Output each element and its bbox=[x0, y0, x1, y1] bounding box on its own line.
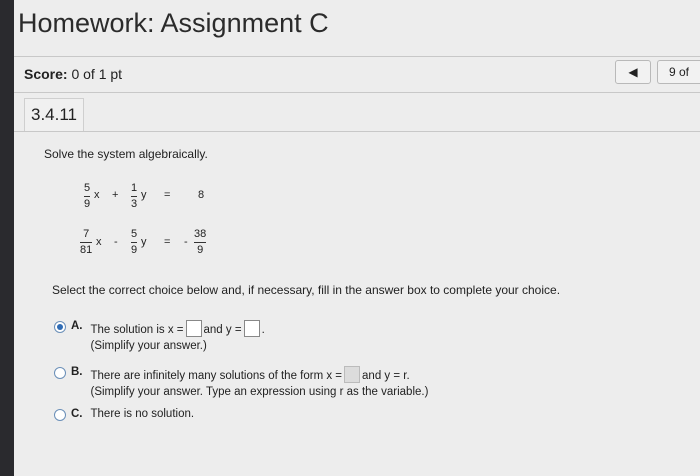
x-form-answer-box[interactable] bbox=[344, 366, 360, 383]
score-value: 0 of 1 pt bbox=[71, 66, 123, 82]
question-number: 3.4.11 bbox=[24, 98, 84, 132]
choice-letter: A. bbox=[71, 320, 83, 332]
choice-c-text: There is no solution. bbox=[90, 408, 195, 420]
radio-a[interactable] bbox=[54, 321, 66, 333]
eq1-equals: = bbox=[164, 189, 171, 201]
choice-b-body: There are infinitely many solutions of the form x = and y = r. (Simplify your answer. Type an expression using r as the variable.) bbox=[91, 366, 429, 398]
divider bbox=[14, 92, 700, 93]
previous-question-button[interactable] bbox=[615, 60, 651, 84]
eq2-var-y: y bbox=[141, 236, 147, 248]
x-answer-box[interactable] bbox=[186, 320, 202, 337]
eq2-coef-y: 5 9 bbox=[131, 228, 138, 256]
question-count-dropdown[interactable]: 9 of bbox=[657, 60, 700, 84]
eq1-coef-y: 1 3 bbox=[131, 182, 138, 210]
choice-letter: C. bbox=[71, 408, 83, 420]
instruction: Select the correct choice below and, if necessary, fill in the answer box to complete your choice. bbox=[52, 283, 561, 297]
page-title: Homework: Assignment C bbox=[18, 8, 329, 38]
eq2-rhs-sign: - bbox=[184, 236, 188, 248]
choice-a-body: The solution is x = and y = . (Simplify your answer.) bbox=[91, 320, 265, 352]
choice-a[interactable] bbox=[54, 320, 265, 352]
eq2-equals: = bbox=[164, 236, 171, 248]
choice-a-note: (Simplify your answer.) bbox=[90, 340, 207, 352]
score-label: Score: bbox=[24, 66, 68, 82]
choice-c[interactable] bbox=[54, 408, 194, 421]
eq2-rhs: 38 9 bbox=[194, 228, 207, 256]
choice-letter: B. bbox=[71, 366, 83, 378]
left-dark-edge bbox=[0, 0, 14, 476]
divider bbox=[14, 131, 700, 132]
y-answer-box[interactable] bbox=[244, 320, 260, 337]
choice-b-note: (Simplify your answer. Type an expression using r as the variable.) bbox=[90, 386, 429, 398]
eq1-rhs: 8 bbox=[198, 189, 205, 201]
question-prompt: Solve the system algebraically. bbox=[44, 147, 208, 161]
question-nav bbox=[615, 60, 700, 84]
triangle-left-icon: ◀ bbox=[628, 65, 638, 79]
radio-c[interactable] bbox=[54, 409, 66, 421]
choice-b[interactable] bbox=[54, 366, 428, 398]
eq1-var-y: y bbox=[141, 189, 147, 201]
score bbox=[24, 66, 122, 82]
eq1-operator: + bbox=[112, 189, 119, 201]
eq2-var-x: x bbox=[96, 236, 102, 248]
eq2-coef-x: 7 81 bbox=[80, 228, 93, 256]
eq1-var-x: x bbox=[94, 189, 100, 201]
eq2-operator: - bbox=[114, 236, 118, 248]
divider bbox=[14, 56, 700, 57]
eq1-coef-x: 5 9 bbox=[84, 182, 91, 210]
radio-b[interactable] bbox=[54, 367, 66, 379]
